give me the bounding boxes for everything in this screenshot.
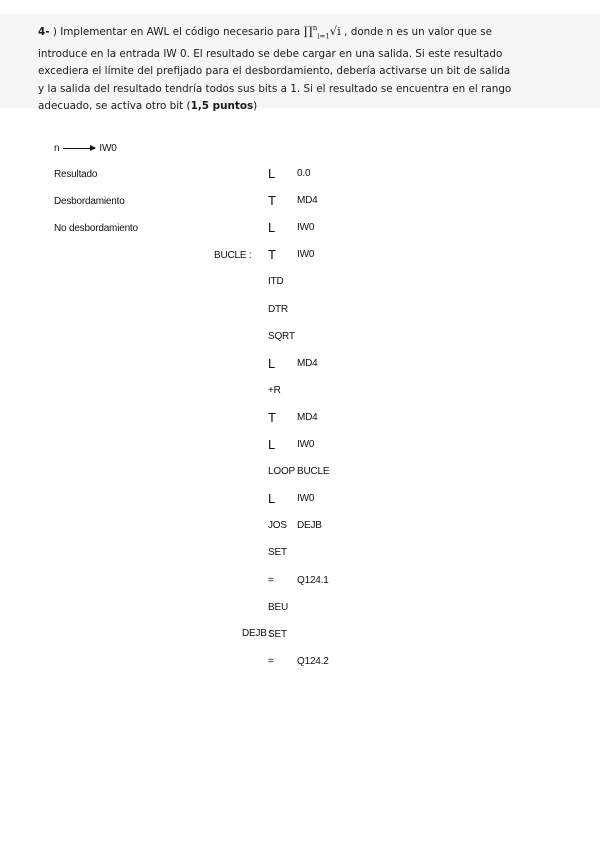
n-target: IW0	[99, 143, 117, 154]
code-arg: DEJB	[297, 520, 322, 532]
code-op: SET	[268, 547, 287, 559]
code-arg: 0.0	[297, 168, 311, 179]
code-arg: IW0	[297, 439, 315, 450]
code-op: ITD	[268, 276, 284, 288]
code-arg: MD4	[297, 357, 318, 369]
code-arg: MD4	[297, 195, 318, 207]
code-arg: Q124.1	[297, 574, 329, 586]
statement-text: ) Implementar en AWL el código necesario para	[49, 25, 304, 38]
resultado-note: Resultado	[54, 169, 98, 180]
formula-body: √i	[329, 23, 341, 38]
code-op: SET	[268, 628, 287, 640]
formula-lower: i=1	[317, 32, 330, 41]
statement-text: , donde n es un valor que se	[340, 25, 493, 38]
code-arg: MD4	[297, 411, 318, 423]
n-label: n	[54, 143, 60, 154]
code-op: LOOP	[268, 466, 295, 478]
code-arg: IW0	[297, 493, 315, 505]
code-op: L	[268, 491, 276, 507]
code-op: =	[268, 574, 274, 586]
label-dejb: DEJB :	[242, 628, 272, 639]
problem-number: 4-	[38, 25, 50, 38]
arrow-icon	[63, 148, 95, 149]
statement-line-4: y la salida del resultado tendría todos sus bits a 1. Si el resultado se encuentra en el rango	[38, 82, 512, 95]
n-assignment-note	[54, 143, 117, 154]
code-op: T	[268, 247, 276, 263]
statement-line-3: excediera el límite del prefijado para el desbordamiento, debería activarse un bit de salida	[38, 65, 511, 78]
formula-upper: n	[312, 24, 318, 32]
code-arg: Q124.2	[297, 655, 329, 667]
product-symbol: ∏	[303, 23, 313, 38]
code-op: +R	[268, 384, 281, 396]
statement-line-5	[38, 98, 558, 116]
code-op: L	[268, 437, 276, 452]
code-op: T	[268, 193, 276, 209]
code-arg: IW0	[297, 249, 315, 261]
label-bucle: BUCLE :	[214, 250, 252, 261]
code-op: JOS	[268, 520, 287, 532]
code-op: L	[268, 220, 276, 236]
problem-statement	[38, 20, 558, 116]
statement-text: )	[253, 100, 258, 113]
product-formula	[303, 23, 341, 41]
code-op: L	[268, 166, 276, 181]
code-op: =	[268, 655, 274, 667]
code-op: SQRT	[268, 330, 295, 342]
code-op: DTR	[268, 303, 288, 315]
points-value: 1,5 puntos	[190, 100, 254, 113]
statement-line-2: introduce en la entrada IW 0. El resultado se debe cargar en una salida. Si este resultado	[38, 47, 503, 60]
code-arg: BUCLE	[297, 466, 330, 478]
code-op: BEU	[268, 601, 288, 613]
statement-text: adecuado, se activa otro bit (	[38, 100, 191, 113]
code-op: L	[268, 355, 276, 371]
code-arg: IW0	[297, 222, 315, 234]
desbordamiento-note: Desbordamiento	[54, 196, 125, 207]
statement-line-1	[38, 20, 558, 46]
no-desbordamiento-note: No desbordamiento	[54, 223, 138, 234]
code-op: T	[268, 409, 276, 425]
